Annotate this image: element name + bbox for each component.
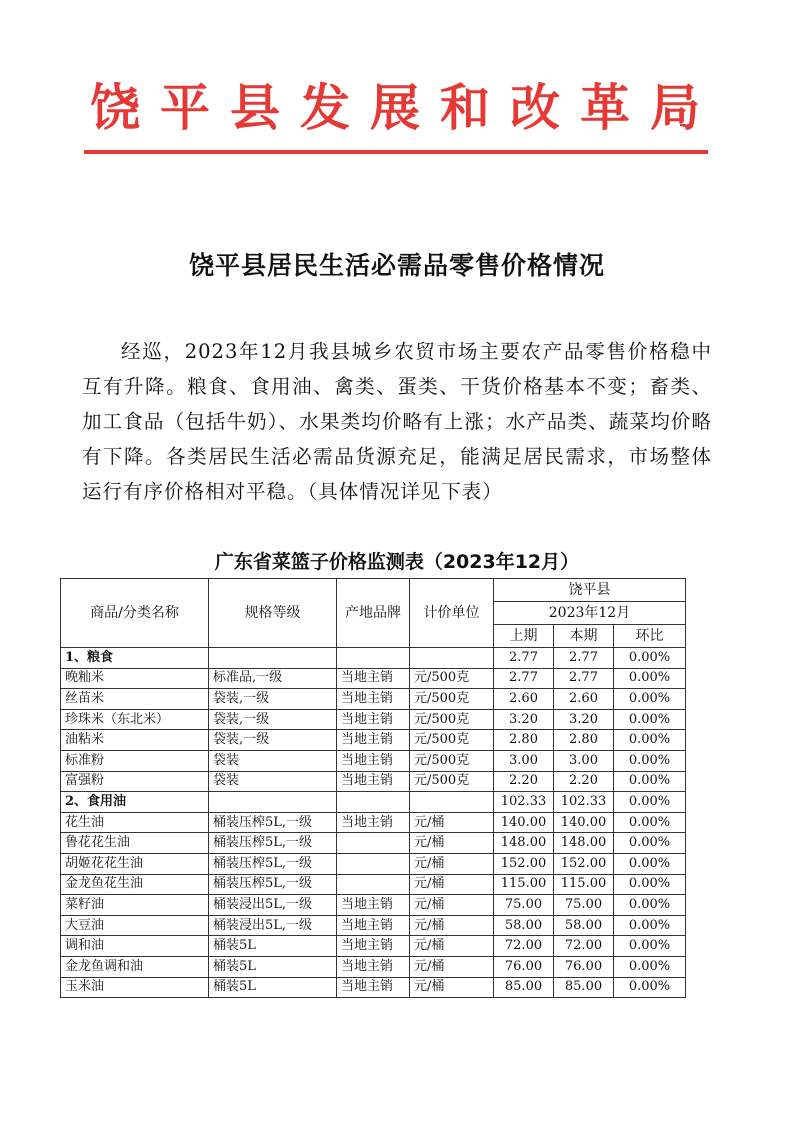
item-spec: 桶装压榨5L,一级	[209, 812, 337, 833]
category-spec	[209, 648, 337, 669]
letterhead: 饶平县发展和改革局	[90, 78, 720, 137]
item-curr: 75.00	[554, 895, 614, 916]
category-curr: 102.33	[554, 792, 614, 813]
item-origin	[337, 833, 410, 854]
item-prev: 3.20	[494, 709, 554, 730]
category-name: 1、粮食	[61, 648, 209, 669]
item-origin: 当地主销	[337, 977, 410, 998]
item-spec: 袋装,一级	[209, 730, 337, 751]
summary-paragraph: 经巡，2023年12月我县城乡农贸市场主要农产品零售价格稳中互有升降。粮食、食用油、禽类、蛋类、干货价格基本不变；畜类、加工食品（包括牛奶）、水果类均价略有上涨；水产品类、蔬菜均价略有下降。各类居民生活必需品货源充足，能满足居民需求，市场整体运行有序价格相对平稳。（具体情况详见下表）	[82, 340, 712, 503]
item-unit: 元/500克	[410, 771, 494, 792]
item-change: 0.00%	[614, 730, 686, 751]
item-origin: 当地主销	[337, 771, 410, 792]
item-origin: 当地主销	[337, 709, 410, 730]
item-origin: 当地主销	[337, 812, 410, 833]
category-row	[61, 648, 686, 669]
item-origin	[337, 853, 410, 874]
document-title: 饶平县居民生活必需品零售价格情况	[188, 251, 605, 280]
table-row	[61, 853, 686, 874]
table-row	[61, 874, 686, 895]
item-unit: 元/桶	[410, 977, 494, 998]
item-change: 0.00%	[614, 895, 686, 916]
item-unit: 元/500克	[410, 750, 494, 771]
item-change: 0.00%	[614, 689, 686, 710]
item-curr: 2.60	[554, 689, 614, 710]
item-unit: 元/桶	[410, 895, 494, 916]
table-row	[61, 812, 686, 833]
item-origin: 当地主销	[337, 895, 410, 916]
item-unit: 元/桶	[410, 874, 494, 895]
header-unit: 计价单位	[410, 579, 494, 648]
header-region: 饶平县	[494, 579, 686, 602]
category-spec	[209, 792, 337, 813]
item-prev: 72.00	[494, 936, 554, 957]
item-spec: 桶装压榨5L,一级	[209, 874, 337, 895]
category-prev: 102.33	[494, 792, 554, 813]
item-curr: 115.00	[554, 874, 614, 895]
table-row	[61, 915, 686, 936]
letterhead-divider	[84, 150, 708, 154]
item-unit: 元/桶	[410, 853, 494, 874]
item-name: 晚籼米	[61, 668, 209, 689]
header-name: 商品/分类名称	[61, 579, 209, 648]
item-change: 0.00%	[614, 771, 686, 792]
item-name: 鲁花花生油	[61, 833, 209, 854]
header-prev: 上期	[494, 625, 554, 648]
item-spec: 桶装5L	[209, 956, 337, 977]
table-row	[61, 668, 686, 689]
item-curr: 148.00	[554, 833, 614, 854]
category-curr: 2.77	[554, 648, 614, 669]
category-unit	[410, 648, 494, 669]
table-row	[61, 771, 686, 792]
item-change: 0.00%	[614, 709, 686, 730]
item-name: 丝苗米	[61, 689, 209, 710]
item-prev: 140.00	[494, 812, 554, 833]
item-unit: 元/500克	[410, 730, 494, 751]
table-body	[61, 648, 686, 998]
item-name: 玉米油	[61, 977, 209, 998]
item-unit: 元/桶	[410, 936, 494, 957]
item-spec: 桶装5L	[209, 977, 337, 998]
item-change: 0.00%	[614, 874, 686, 895]
item-prev: 2.20	[494, 771, 554, 792]
item-change: 0.00%	[614, 956, 686, 977]
table-row	[61, 833, 686, 854]
item-origin: 当地主销	[337, 915, 410, 936]
item-prev: 85.00	[494, 977, 554, 998]
category-row	[61, 792, 686, 813]
table-row	[61, 730, 686, 751]
item-origin: 当地主销	[337, 936, 410, 957]
item-prev: 2.60	[494, 689, 554, 710]
item-name: 调和油	[61, 936, 209, 957]
table-title: 广东省菜篮子价格监测表（2023年12月）	[214, 551, 580, 573]
item-spec: 桶装浸出5L,一级	[209, 895, 337, 916]
item-name: 大豆油	[61, 915, 209, 936]
item-unit: 元/500克	[410, 668, 494, 689]
item-change: 0.00%	[614, 977, 686, 998]
item-origin: 当地主销	[337, 689, 410, 710]
item-curr: 2.77	[554, 668, 614, 689]
item-prev: 76.00	[494, 956, 554, 977]
item-name: 花生油	[61, 812, 209, 833]
item-spec: 桶装5L	[209, 936, 337, 957]
item-name: 菜籽油	[61, 895, 209, 916]
item-change: 0.00%	[614, 833, 686, 854]
item-unit: 元/500克	[410, 709, 494, 730]
item-name: 标准粉	[61, 750, 209, 771]
item-prev: 3.00	[494, 750, 554, 771]
table-row	[61, 689, 686, 710]
item-curr: 3.00	[554, 750, 614, 771]
item-name: 金龙鱼花生油	[61, 874, 209, 895]
category-change: 0.00%	[614, 792, 686, 813]
category-origin	[337, 648, 410, 669]
item-unit: 元/500克	[410, 689, 494, 710]
header-curr: 本期	[554, 625, 614, 648]
table-row	[61, 895, 686, 916]
item-unit: 元/桶	[410, 833, 494, 854]
item-spec: 袋装,一级	[209, 689, 337, 710]
category-name: 2、食用油	[61, 792, 209, 813]
item-curr: 2.80	[554, 730, 614, 751]
item-curr: 3.20	[554, 709, 614, 730]
table-row	[61, 750, 686, 771]
item-change: 0.00%	[614, 750, 686, 771]
item-curr: 85.00	[554, 977, 614, 998]
header-spec: 规格等级	[209, 579, 337, 648]
item-change: 0.00%	[614, 812, 686, 833]
item-unit: 元/桶	[410, 915, 494, 936]
item-change: 0.00%	[614, 853, 686, 874]
item-name: 胡姬花花生油	[61, 853, 209, 874]
category-origin	[337, 792, 410, 813]
category-unit	[410, 792, 494, 813]
item-change: 0.00%	[614, 668, 686, 689]
table-row	[61, 936, 686, 957]
item-prev: 2.80	[494, 730, 554, 751]
item-spec: 袋装	[209, 771, 337, 792]
item-prev: 2.77	[494, 668, 554, 689]
item-name: 油粘米	[61, 730, 209, 751]
table-row	[61, 709, 686, 730]
item-name: 珍珠米（东北米）	[61, 709, 209, 730]
header-origin: 产地品牌	[337, 579, 410, 648]
price-table	[60, 578, 686, 998]
item-prev: 115.00	[494, 874, 554, 895]
category-prev: 2.77	[494, 648, 554, 669]
item-curr: 2.20	[554, 771, 614, 792]
item-spec: 桶装浸出5L,一级	[209, 915, 337, 936]
item-unit: 元/桶	[410, 812, 494, 833]
item-spec: 桶装压榨5L,一级	[209, 853, 337, 874]
item-spec: 桶装压榨5L,一级	[209, 833, 337, 854]
item-prev: 58.00	[494, 915, 554, 936]
table-row	[61, 956, 686, 977]
item-curr: 72.00	[554, 936, 614, 957]
item-curr: 152.00	[554, 853, 614, 874]
item-prev: 148.00	[494, 833, 554, 854]
item-prev: 75.00	[494, 895, 554, 916]
category-change: 0.00%	[614, 648, 686, 669]
item-curr: 140.00	[554, 812, 614, 833]
item-origin: 当地主销	[337, 956, 410, 977]
item-curr: 58.00	[554, 915, 614, 936]
item-spec: 标准品,一级	[209, 668, 337, 689]
item-spec: 袋装,一级	[209, 709, 337, 730]
item-name: 富强粉	[61, 771, 209, 792]
item-origin: 当地主销	[337, 730, 410, 751]
header-period: 2023年12月	[494, 602, 686, 625]
item-prev: 152.00	[494, 853, 554, 874]
item-name: 金龙鱼调和油	[61, 956, 209, 977]
table-row	[61, 977, 686, 998]
header-change: 环比	[614, 625, 686, 648]
item-change: 0.00%	[614, 936, 686, 957]
item-curr: 76.00	[554, 956, 614, 977]
item-origin: 当地主销	[337, 668, 410, 689]
item-origin: 当地主销	[337, 750, 410, 771]
item-change: 0.00%	[614, 915, 686, 936]
item-unit: 元/桶	[410, 956, 494, 977]
item-origin	[337, 874, 410, 895]
item-spec: 袋装	[209, 750, 337, 771]
